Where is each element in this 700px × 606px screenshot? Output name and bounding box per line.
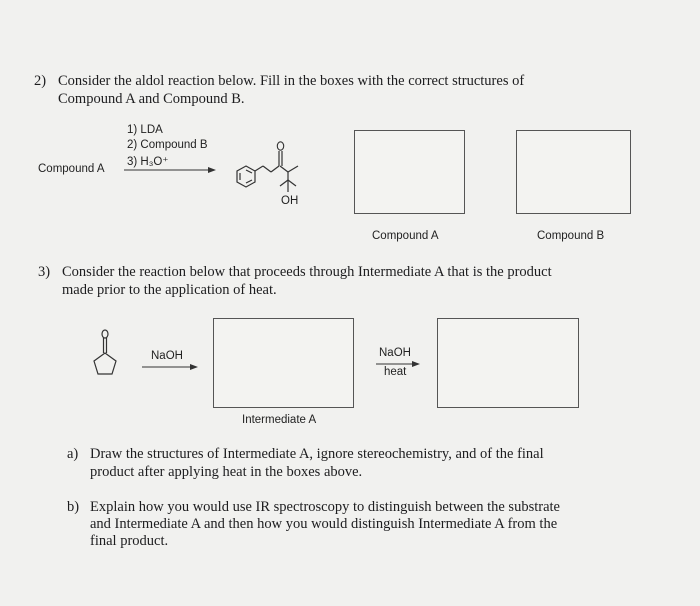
q2-number: 2): [34, 73, 47, 89]
q3-reagent2-heat: heat: [384, 366, 407, 378]
q2-oh-label: OH: [281, 195, 299, 207]
q2-reagent-3: 3) H₃O⁺: [127, 156, 169, 168]
part-b-line3: final product.: [90, 533, 169, 549]
part-a-label: a): [67, 446, 79, 462]
compound-a-box-label: Compound A: [372, 230, 439, 242]
part-b-label: b): [67, 499, 80, 515]
q2-reagent-1: 1) LDA: [127, 124, 163, 136]
carbonyl-oxygen: [277, 142, 283, 150]
q3-reagent2-naoh: NaOH: [379, 347, 411, 359]
q3-prompt-line1: Consider the reaction below that proceeds through Intermediate A that is the product: [62, 264, 552, 280]
q2-reagent-2: 2) Compound B: [127, 139, 208, 151]
q2-reaction-arrow: [120, 165, 220, 175]
intermediate-a-box-label: Intermediate A: [242, 414, 317, 426]
compound-b-box-label: Compound B: [537, 230, 605, 242]
q3-prompt-line2: made prior to the application of heat.: [62, 282, 277, 298]
part-a-line2: product after applying heat in the boxes above.: [90, 464, 363, 480]
part-b-line1: Explain how you would use IR spectroscopy to distinguish between the substrate: [90, 499, 560, 515]
q2-aldol-product-structure: [222, 132, 332, 212]
q3-number: 3): [38, 264, 51, 280]
part-b-line2: and Intermediate A and then how you would distinguish Intermediate A from the: [90, 516, 558, 532]
compound-a-answer-box[interactable]: [354, 130, 465, 214]
intermediate-a-answer-box[interactable]: [213, 318, 354, 408]
q2-start-label: Compound A: [38, 163, 105, 175]
final-product-answer-box[interactable]: [437, 318, 579, 408]
compound-b-answer-box[interactable]: [516, 130, 631, 214]
q2-prompt-line2: Compound A and Compound B.: [58, 91, 245, 107]
q3-reagent-naoh: NaOH: [151, 350, 183, 362]
cyclopentanone-structure: [88, 328, 138, 388]
q2-prompt-line1: Consider the aldol reaction below. Fill in the boxes with the correct structures of: [58, 73, 525, 89]
q3-arrow-1: [140, 362, 210, 372]
part-a-line1: Draw the structures of Intermediate A, ignore stereochemistry, and of the final: [90, 446, 544, 462]
